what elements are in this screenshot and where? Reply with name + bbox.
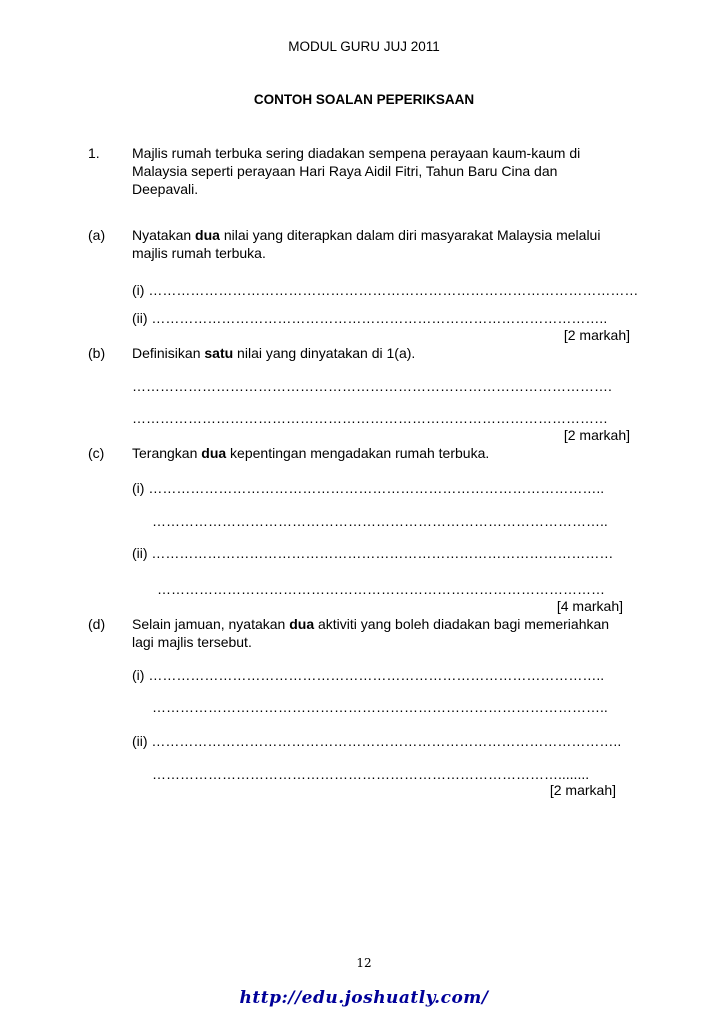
part-c-question: Terangkan dua kepentingan mengadakan rumah terbuka. [132,445,490,461]
part-d-answer-1-line-2[interactable]: …………………………………………………………………………………….. [152,699,608,715]
page-title: CONTOH SOALAN PEPERIKSAAN [253,92,475,107]
part-c-answer-1-line-1[interactable]: (i) …………………………………………………………………………………….. [132,480,605,496]
part-a-marks: [2 markah] [563,327,630,343]
part-b-label: (b) [88,345,106,361]
part-a-answer-line-1[interactable]: (i) …………………………………………………………………………………………… [132,282,639,298]
part-d-question: Selain jamuan, nyatakan dua aktiviti yang boleh diadakan bagi memeriahkan [132,616,610,632]
part-d-marks: [2 markah] [549,782,616,798]
part-a-question: Nyatakan dua nilai yang diterapkan dalam diri masyarakat Malaysia melalui [132,227,601,243]
part-b-marks: [2 markah] [563,427,630,443]
part-c-answer-1-line-2[interactable]: …………………………………………………………………………………….. [152,513,608,529]
question-stem-line-1: Majlis rumah terbuka sering diadakan sempena perayaan kaum-kaum di [132,145,581,161]
part-a-label: (a) [88,227,106,243]
part-b-answer-line-1[interactable]: …………………………………………………………………………………………. [132,378,612,394]
part-d-label: (d) [88,616,106,632]
part-c-marks: [4 markah] [556,598,623,614]
part-b-answer-line-2[interactable]: ………………………………………………………………………………………… [132,410,608,426]
part-d-answer-2-line-1[interactable]: (ii) ……………………………………………………………………………………….. [132,733,622,749]
part-a-answer-line-2[interactable]: (ii) …………………………………………………………………………………….. [132,310,608,326]
part-c-answer-2-line-2[interactable]: …………………………………………………………………………………… [157,581,605,597]
part-d-answer-2-line-2[interactable]: ……………………………………………………………………………........ [152,766,590,782]
page-number: 12 [356,956,372,970]
part-a-question-line-2: majlis rumah terbuka. [132,245,266,261]
question-stem-line-2: Malaysia seperti perayaan Hari Raya Aidil Fitri, Tahun Baru Cina dan [132,163,558,179]
document-header: MODUL GURU JUJ 2011 [288,39,440,54]
footer-url-link[interactable]: http://edu.joshuatly.com/ [239,988,489,1008]
question-number: 1. [88,145,100,161]
question-stem-line-3: Deepavali. [132,181,199,197]
part-d-answer-1-line-1[interactable]: (i) …………………………………………………………………………………….. [132,667,605,683]
part-c-label: (c) [88,445,105,461]
part-b-question: Definisikan satu nilai yang dinyatakan di 1(a). [132,345,416,361]
part-d-question-line-2: lagi majlis tersebut. [132,634,252,650]
part-c-answer-2-line-1[interactable]: (ii) ……………………………………………………………………………………… [132,545,614,561]
